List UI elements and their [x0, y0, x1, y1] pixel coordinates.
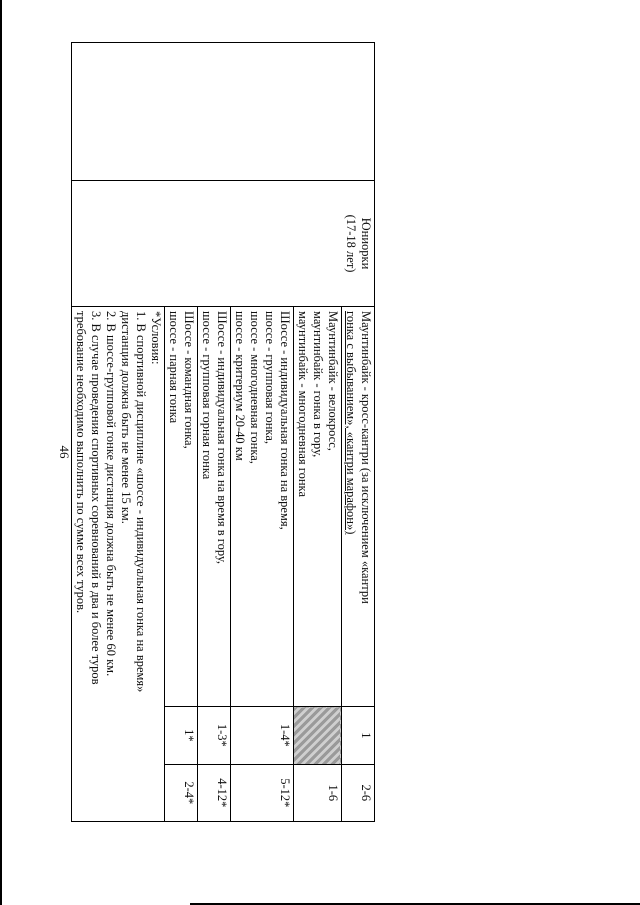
value-cell-a: 1	[342, 707, 375, 764]
conditions-line: 2. В шоссе-групповой гонке дистанция должна быть не менее 60 км.	[104, 311, 118, 677]
empty-first-column-cell	[72, 43, 375, 181]
value-cell-b: 2-6	[342, 764, 375, 821]
discipline-cell	[294, 307, 342, 707]
conditions-heading: *Условия:	[149, 311, 163, 365]
value-cell-b: 5-12*	[231, 764, 294, 821]
discipline-line: шоссе - групповая горная гонка	[200, 311, 214, 480]
discipline-cell	[231, 307, 294, 707]
discipline-line: шоссе - групповая гонка,	[263, 311, 277, 444]
age-group-ages: (17-18 лет)	[344, 214, 358, 273]
table-row	[342, 43, 375, 822]
value-cell-b: 1-6	[294, 764, 342, 821]
value-cell-b: 4-12*	[198, 764, 231, 821]
discipline-line: Шоссе - индивидуальная гонка на время в гору,	[215, 311, 229, 565]
discipline-line: Маунтинбайк - кросс-кантри (за исключением «кантри	[359, 311, 373, 604]
shaded-cell	[294, 707, 342, 764]
discipline-line: шоссе - парная гонка	[167, 311, 181, 424]
value-cell-b: 2-4*	[165, 764, 198, 821]
discipline-line: шоссе - многодневная гонка,	[248, 311, 262, 464]
page-number: 46	[57, 445, 72, 459]
age-group-title: Юниорки	[359, 217, 373, 270]
conditions-notes-cell	[72, 307, 165, 822]
discipline-line: маунтинбайк - многодневная гонка	[296, 311, 310, 497]
discipline-line: Шоссе - командная гонка,	[182, 311, 196, 449]
discipline-cell	[342, 307, 375, 707]
value-cell-a: 1*	[165, 707, 198, 764]
left-margin-line	[0, 0, 2, 905]
conditions-line: 3. В случае проведения спортивных соревнований в два и более туров	[89, 311, 103, 685]
conditions-line: требование необходимо выполнить по сумме всех туров.	[74, 311, 88, 614]
age-group-cell	[72, 181, 375, 307]
discipline-line: гонка с выбыванием», «кантри марафон»)	[344, 311, 358, 535]
rotated-table-container	[75, 42, 375, 822]
conditions-line: 1. В спортивной дисциплине «шоссе - индивидуальная гонка на время»	[134, 311, 148, 693]
value-cell-a: 1-3*	[198, 707, 231, 764]
discipline-cell	[165, 307, 198, 707]
discipline-line: шоссе - критериум 20-40 км	[233, 311, 247, 461]
value-cell-a: 1-4*	[231, 707, 294, 764]
discipline-line: Шоссе - индивидуальная гонка на время,	[278, 311, 292, 530]
discipline-cell	[198, 307, 231, 707]
discipline-line: маунтинбайк - гонка в гору,	[311, 311, 325, 458]
standards-table	[71, 42, 375, 822]
conditions-line: дистанция должна быть не менее 15 км.	[119, 311, 133, 524]
discipline-line: Маунтинбайк - велокросс,	[326, 311, 340, 451]
